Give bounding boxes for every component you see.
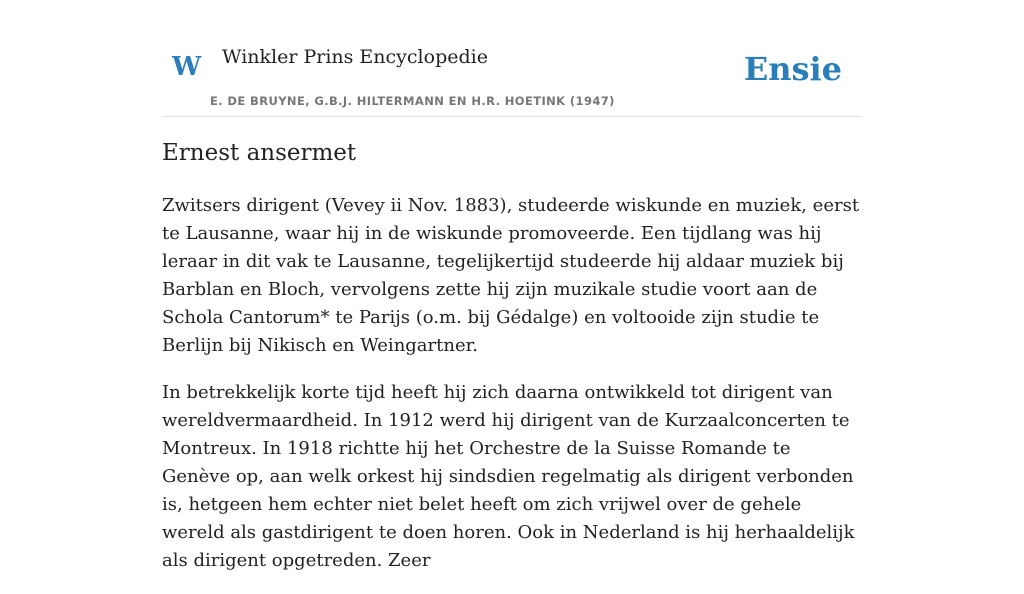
article-body xyxy=(162,192,862,594)
article-paragraph: In betrekkelijk korte tijd heeft hij zich daarna ontwikkeld tot dirigent van wereldvermaardheid. In 1912 werd hij dirigent van de Kurzaalconcerten te Montreux. In 1918 richtte hij het Orchestre de la Suisse Romande te Genève op, aan welk orkest hij sindsdien regelmatig als dirigent verbonden is, hetgeen hem echter niet belet heeft om zich vrijwel over de gehele wereld als gastdirigent te doen horen. Ook in Nederland is hij herhaaldelijk als dirigent opgetreden. Zeer xyxy=(162,382,855,571)
header xyxy=(162,0,862,117)
article-paragraph: Zwitsers dirigent (Vevey ii Nov. 1883), studeerde wiskunde en muziek, eerst te Lausanne, waar hij in de wiskunde promoveerde. Een tijdlang was hij leraar in dit vak te Lausanne, tegelijkertijd studeerde hij aldaar muziek bij Barblan en Bloch, vervolgens zette hij zijn muzikale studie voort aan de Schola Cantorum* te Parijs (o.m. bij Gédalge) en voltooide zijn studie te Berlijn bij Nikisch en Weingartner. xyxy=(162,195,860,356)
article-title: Ernest ansermet xyxy=(162,140,357,166)
ensie-logo[interactable]: Ensie xyxy=(743,50,842,88)
publication-authors: E. DE BRUYNE, G.B.J. HILTERMANN EN H.R. HOETINK (1947) xyxy=(210,94,615,108)
publication-logo[interactable]: W xyxy=(172,52,202,82)
publication-title[interactable]: Winkler Prins Encyclopedie xyxy=(222,46,488,68)
